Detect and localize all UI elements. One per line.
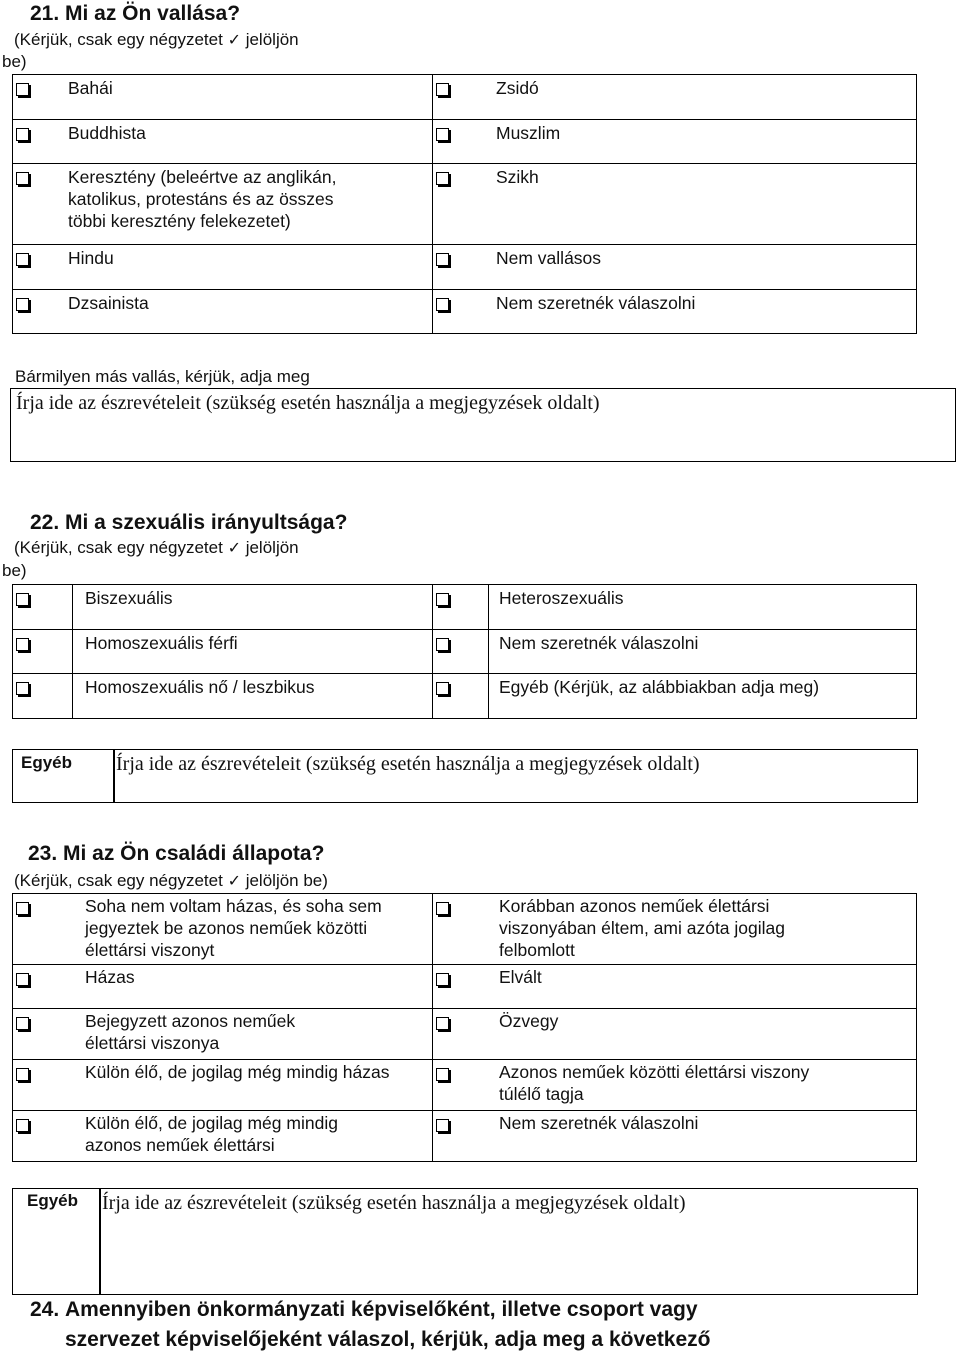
option-heteroszexualis[interactable]: Heteroszexuális bbox=[489, 585, 917, 630]
option-kulon-elo-hazas[interactable]: Külön élő, de jogilag még mindig házas bbox=[13, 1060, 433, 1111]
checkbox-cell[interactable] bbox=[13, 674, 73, 719]
checkbox-icon[interactable] bbox=[16, 128, 29, 141]
checkbox-icon[interactable] bbox=[16, 682, 29, 695]
check-mark-icon: ✓ bbox=[227, 871, 241, 890]
q22-options-table bbox=[12, 584, 917, 719]
q22-other-label: Egyéb bbox=[21, 753, 73, 772]
checkbox-icon[interactable] bbox=[436, 593, 449, 606]
option-dzsainista[interactable]: Dzsainista bbox=[13, 290, 433, 334]
option-elvalt[interactable]: Elvált bbox=[433, 965, 917, 1009]
divider bbox=[99, 1189, 101, 1294]
checkbox-icon[interactable] bbox=[16, 1068, 29, 1081]
checkbox-cell[interactable] bbox=[433, 585, 489, 630]
option-ozvegy[interactable]: Özvegy bbox=[433, 1009, 917, 1060]
checkbox-icon[interactable] bbox=[16, 83, 29, 96]
checkbox-icon[interactable] bbox=[436, 1119, 449, 1132]
q22-instruction-cont: be) bbox=[2, 561, 27, 580]
check-mark-icon: ✓ bbox=[227, 538, 241, 557]
q22-title: 22. Mi a szexuális irányultsága? bbox=[30, 511, 348, 534]
checkbox-icon[interactable] bbox=[436, 1017, 449, 1030]
q23-options-table bbox=[12, 893, 917, 1162]
checkbox-icon[interactable] bbox=[436, 973, 449, 986]
q23-title: 23. Mi az Ön családi állapota? bbox=[28, 842, 325, 865]
option-kereszteny[interactable]: Keresztény (beleértve az anglikán, katolikus, protestáns és az összes többi keresztény felekezetet) bbox=[13, 164, 433, 245]
checkbox-cell[interactable] bbox=[13, 630, 73, 674]
option-biszexualis[interactable]: Biszexuális bbox=[73, 585, 433, 630]
q22-other-textbox[interactable]: Írja ide az észrevételeit (szükség esetén használja a megjegyzések oldalt) bbox=[116, 753, 700, 775]
option-korabban-elettarsi[interactable]: Korábban azonos neműek élettársi viszonyában éltem, ami azóta jogilag felbomlott bbox=[433, 894, 917, 965]
option-kulon-elo-elettarsi[interactable]: Külön élő, de jogilag még mindig azonos neműek élettársi bbox=[13, 1111, 433, 1162]
checkbox-icon[interactable] bbox=[436, 682, 449, 695]
checkbox-cell[interactable] bbox=[13, 585, 73, 630]
checkbox-icon[interactable] bbox=[16, 1119, 29, 1132]
q21-options-table bbox=[12, 74, 917, 334]
checkbox-icon[interactable] bbox=[436, 1068, 449, 1081]
q23-other-textbox[interactable]: Írja ide az észrevételeit (szükség esetén használja a megjegyzések oldalt) bbox=[102, 1192, 686, 1214]
q23-other-row bbox=[12, 1188, 918, 1295]
check-mark-icon: ✓ bbox=[227, 30, 241, 49]
option-tulelo-tag[interactable]: Azonos neműek közötti élettársi viszony túlélő tagja bbox=[433, 1060, 917, 1111]
option-muszlim[interactable]: Muszlim bbox=[433, 120, 917, 164]
q21-other-label: Bármilyen más vallás, kérjük, adja meg bbox=[15, 367, 310, 386]
option-nem-szeretnek[interactable]: Nem szeretnék válaszolni bbox=[433, 1111, 917, 1162]
checkbox-icon[interactable] bbox=[436, 253, 449, 266]
option-egyeb[interactable]: Egyéb (Kérjük, az alábbiakban adja meg) bbox=[489, 674, 917, 719]
q23-instruction: (Kérjük, csak egy négyzetet ✓ jelöljön be) bbox=[14, 871, 328, 890]
q21-title: 21. Mi az Ön vallása? bbox=[30, 2, 241, 25]
checkbox-icon[interactable] bbox=[16, 172, 29, 185]
checkbox-icon[interactable] bbox=[16, 902, 29, 915]
divider bbox=[113, 750, 115, 802]
option-hazas[interactable]: Házas bbox=[13, 965, 433, 1009]
checkbox-icon[interactable] bbox=[16, 298, 29, 311]
option-homoszexualis-ferfi[interactable]: Homoszexuális férfi bbox=[73, 630, 433, 674]
option-bahai[interactable]: Bahái bbox=[13, 75, 433, 120]
q24-title: 24. Amennyiben önkormányzati képviselőként, illetve csoport vagy bbox=[30, 1298, 698, 1321]
checkbox-cell[interactable] bbox=[433, 630, 489, 674]
checkbox-icon[interactable] bbox=[436, 83, 449, 96]
option-buddhista[interactable]: Buddhista bbox=[13, 120, 433, 164]
q23-other-label: Egyéb bbox=[27, 1191, 79, 1210]
q21-other-placeholder: Írja ide az észrevételeit (szükség esetén használja a megjegyzések oldalt) bbox=[16, 392, 600, 414]
checkbox-icon[interactable] bbox=[16, 253, 29, 266]
checkbox-icon[interactable] bbox=[436, 128, 449, 141]
checkbox-icon[interactable] bbox=[16, 593, 29, 606]
option-nem-szeretnek[interactable]: Nem szeretnék válaszolni bbox=[433, 290, 917, 334]
q21-instruction: (Kérjük, csak egy négyzetet ✓ jelöljön bbox=[14, 30, 299, 49]
checkbox-icon[interactable] bbox=[16, 1017, 29, 1030]
checkbox-icon[interactable] bbox=[436, 638, 449, 651]
option-hindu[interactable]: Hindu bbox=[13, 245, 433, 290]
q24-title-cont: szervezet képviselőjeként válaszol, kérjük, adja meg a következő bbox=[65, 1328, 711, 1351]
option-nem-szeretnek[interactable]: Nem szeretnék válaszolni bbox=[489, 630, 917, 674]
checkbox-icon[interactable] bbox=[16, 638, 29, 651]
checkbox-icon[interactable] bbox=[436, 298, 449, 311]
q21-other-textbox[interactable] bbox=[10, 388, 956, 462]
option-soha-nem-hazas[interactable]: Soha nem voltam házas, és soha sem jegyeztek be azonos neműek közötti élettársi viszonyt bbox=[13, 894, 433, 965]
option-homoszexualis-no[interactable]: Homoszexuális nő / leszbikus bbox=[73, 674, 433, 719]
option-nem-vallasos[interactable]: Nem vallásos bbox=[433, 245, 917, 290]
checkbox-cell[interactable] bbox=[433, 674, 489, 719]
checkbox-icon[interactable] bbox=[16, 973, 29, 986]
option-bejegyzett[interactable]: Bejegyzett azonos neműek élettársi viszonya bbox=[13, 1009, 433, 1060]
option-szikh[interactable]: Szikh bbox=[433, 164, 917, 245]
checkbox-icon[interactable] bbox=[436, 172, 449, 185]
q21-instruction-cont: be) bbox=[2, 52, 27, 71]
checkbox-icon[interactable] bbox=[436, 902, 449, 915]
q22-other-row bbox=[12, 749, 918, 803]
q22-instruction: (Kérjük, csak egy négyzetet ✓ jelöljön bbox=[14, 538, 299, 557]
option-zsido[interactable]: Zsidó bbox=[433, 75, 917, 120]
